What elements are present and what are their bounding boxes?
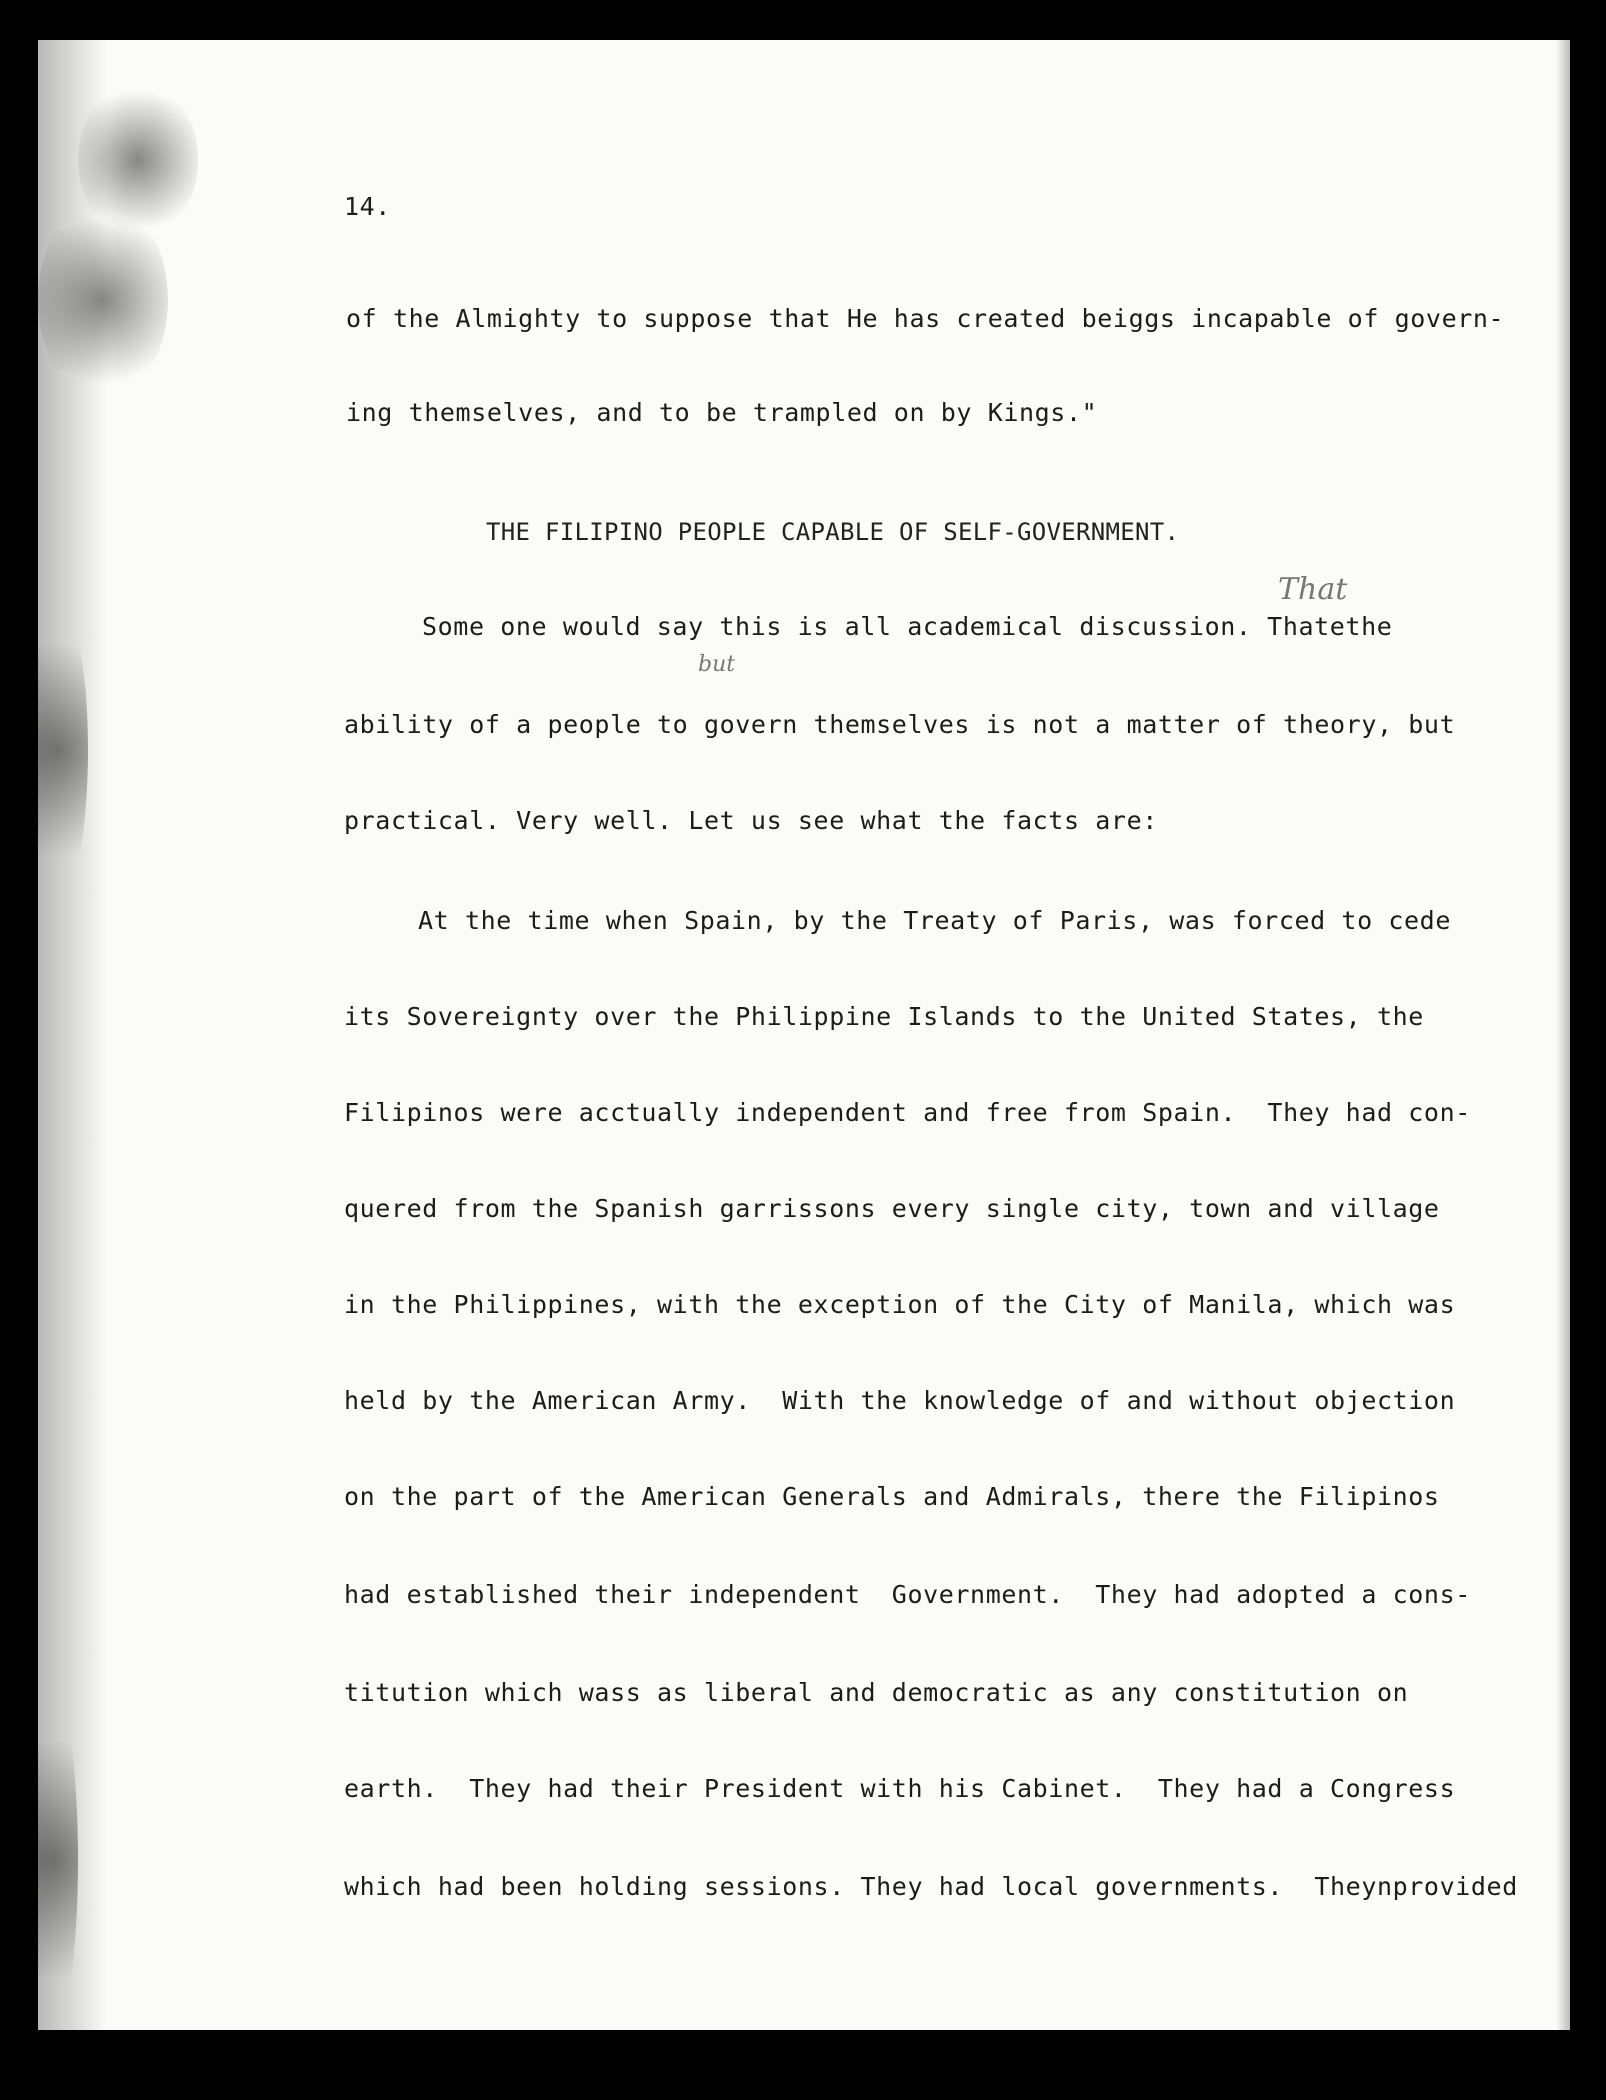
text-line-6: At the time when Spain, by the Treaty of Paris, was forced to cede: [418, 906, 1451, 935]
text-line-12: on the part of the American Generals and Admirals, there the Filipinos: [344, 1482, 1440, 1511]
scan-smudge: [38, 200, 168, 400]
text-line-16: which had been holding sessions. They had local governments. Theynprovided: [344, 1872, 1518, 1901]
text-line-15: earth. They had their President with his Cabinet. They had a Congress: [344, 1774, 1456, 1803]
text-line-13: had established their independent Government. They had adopted a cons-: [344, 1580, 1471, 1609]
text-line-4: ability of a people to govern themselves is not a matter of theory, but: [344, 710, 1456, 739]
document-page: [38, 40, 1570, 2030]
text-line-11: held by the American Army. With the knowledge of and without objection: [344, 1386, 1456, 1415]
text-line-10: in the Philippines, with the exception of the City of Manila, which was: [344, 1290, 1456, 1319]
text-line-1: of the Almighty to suppose that He has created beiggs incapable of govern-: [346, 304, 1505, 333]
section-heading: THE FILIPINO PEOPLE CAPABLE OF SELF-GOVERNMENT.: [486, 518, 1180, 546]
text-line-8: Filipinos were acctually independent and free from Spain. They had con-: [344, 1098, 1471, 1127]
text-line-3: Some one would say this is all academical discussion. Thatethe: [422, 612, 1393, 641]
pencil-annotation: That: [1278, 572, 1348, 607]
pencil-annotation: but: [698, 652, 736, 677]
text-line-5: practical. Very well. Let us see what the facts are:: [344, 806, 1158, 835]
text-line-7: its Sovereignty over the Philippine Islands to the United States, the: [344, 1002, 1424, 1031]
scan-right-edge: [1556, 40, 1570, 2030]
text-line-9: quered from the Spanish garrissons every single city, town and village: [344, 1194, 1440, 1223]
text-line-2: ing themselves, and to be trampled on by Kings.": [346, 398, 1098, 427]
text-line-14: titution which wass as liberal and democratic as any constitution on: [344, 1678, 1409, 1707]
page-number: 14.: [344, 192, 391, 221]
